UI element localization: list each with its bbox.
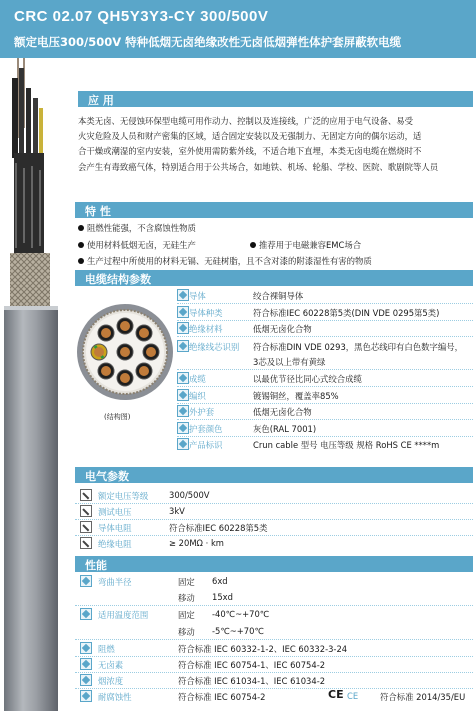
application-line: 火灾危险及人员和财产密集的区域，适合固定安装以及无强制力、无固定方向的偶尔运动，适	[78, 131, 422, 142]
row-value: ≥ 20MΩ · km	[169, 538, 224, 548]
row-value: 低烟无卤化合物	[253, 324, 312, 334]
row-value: -5℃~+70℃	[212, 626, 264, 636]
row-label: 护套颜色	[189, 424, 223, 434]
structure-heading: 电缆结构参数	[85, 273, 151, 286]
row-sub-label: 移动	[178, 627, 195, 637]
page-title: CRC 02.07 QH5Y3Y3-CY 300/500V	[14, 8, 269, 25]
row-label: 绝缘材料	[189, 324, 223, 334]
cable-image	[0, 58, 62, 711]
flame-retardant-icon	[80, 642, 92, 654]
features-heading: 特 性	[85, 205, 111, 218]
page-subtitle: 额定电压300/500V 特种低烟无卤绝缘改性无卤低烟弹性体护套屏蔽软电缆	[14, 35, 402, 49]
divider	[177, 403, 473, 404]
diagram-caption: (结构图)	[104, 413, 131, 421]
structure-heading-bar	[75, 270, 473, 286]
row-value: 符合标准 IEC 61034-1、IEC 61034-2	[178, 676, 326, 686]
application-heading: 应 用	[88, 94, 114, 107]
feature-item	[78, 255, 372, 267]
eu-standard: 符合标准 2014/35/EU	[380, 692, 466, 702]
divider	[177, 419, 473, 420]
row-value: Crun cable 型号 电压等级 规格 RoHS CE ****m	[253, 440, 440, 450]
divider	[177, 303, 473, 304]
bullet-icon	[78, 258, 84, 264]
feature-text: 推荐用于电磁兼容EMC场合	[259, 240, 362, 250]
feature-text: 使用材料低烟无卤，无硅生产	[87, 240, 196, 250]
row-label: 产品标识	[189, 440, 223, 450]
divider	[177, 320, 473, 321]
divider	[177, 436, 473, 437]
divider	[75, 605, 473, 606]
row-label: 编织	[189, 391, 206, 401]
performance-heading: 性能	[85, 559, 107, 572]
divider	[75, 672, 473, 673]
ce-label: CE	[347, 691, 359, 701]
row-sub-label: 移动	[178, 593, 195, 603]
row-value: 15xd	[212, 592, 233, 602]
row-label: 成缆	[189, 374, 206, 384]
divider	[177, 386, 473, 387]
electrical-heading-bar	[75, 467, 473, 483]
cross-section-diagram	[75, 296, 180, 408]
divider	[75, 639, 473, 640]
resistance-icon	[80, 521, 92, 533]
braid-icon	[177, 389, 189, 401]
insulation-icon	[177, 322, 189, 334]
row-value: 符合标准IEC 60228第5类	[169, 523, 268, 533]
application-line: 合干燥或潮湿的室内安装，室外使用需防紫外线，不适合地下直埋，本类无卤电缆在燃烧时不	[78, 146, 422, 157]
sheath-icon	[177, 405, 189, 417]
insulation-resistance-icon	[80, 537, 92, 549]
row-sub-label: 固定	[178, 577, 195, 587]
row-label: 导体电阻	[98, 523, 132, 533]
row-label: 耐腐蚀性	[98, 692, 132, 702]
performance-heading-bar	[75, 556, 473, 572]
conductor-class-icon	[177, 306, 189, 318]
row-value: 3芯及以上带有黄绿	[253, 357, 326, 367]
row-label: 测试电压	[98, 507, 132, 517]
smoke-density-icon	[80, 674, 92, 686]
divider	[75, 503, 473, 504]
application-line: 会产生有毒致癌气体，特别适合用于公共场合，如地铁、机场、轮船、学校、医院、歌剧院等人员	[78, 161, 439, 172]
application-heading-bar	[78, 91, 473, 107]
row-label: 阻燃	[98, 644, 115, 654]
cabling-icon	[177, 372, 189, 384]
core-id-icon	[177, 340, 189, 352]
row-value: 镀锡铜丝，覆盖率85%	[253, 391, 339, 401]
bend-radius-icon	[80, 575, 92, 587]
row-label: 适用温度范围	[98, 610, 149, 620]
feature-item	[78, 239, 196, 251]
marking-icon	[177, 438, 189, 450]
row-value: -40℃~+70℃	[212, 609, 270, 619]
row-label: 绝缘线芯识别	[189, 342, 240, 352]
row-value: 符合标准 IEC 60332-1-2、IEC 60332-3-24	[178, 644, 348, 654]
features-heading-bar	[75, 202, 473, 218]
feature-item	[250, 239, 361, 251]
row-label: 外护套	[189, 407, 215, 417]
row-label: 额定电压等级	[98, 491, 149, 501]
row-value: 300/500V	[169, 490, 210, 500]
divider	[177, 336, 473, 337]
electrical-heading: 电气参数	[85, 470, 129, 483]
application-text	[78, 114, 468, 175]
row-value: 符合标准 IEC 60754-1、IEC 60754-2	[178, 660, 326, 670]
bullet-icon	[78, 225, 84, 231]
corrosion-icon	[80, 690, 92, 702]
row-value: 符合标准DIN VDE 0293，黑色芯线印有白色数字编号，	[253, 342, 464, 352]
row-sub-label: 固定	[178, 610, 195, 620]
row-value: 低烟无卤化合物	[253, 407, 312, 417]
feature-item	[78, 222, 196, 234]
divider	[75, 688, 473, 689]
row-label: 烟浓度	[98, 676, 124, 686]
row-value: 以最优节径比同心式绞合成缆	[253, 374, 362, 384]
temperature-icon	[80, 608, 92, 620]
row-value: 6xd	[212, 576, 228, 586]
row-value: 3kV	[169, 506, 185, 516]
bullet-icon	[250, 242, 256, 248]
divider	[75, 519, 473, 520]
row-label: 导体种类	[189, 308, 223, 318]
row-label: 绝缘电阻	[98, 539, 132, 549]
conductor-icon	[177, 289, 189, 301]
header-banner	[0, 0, 476, 58]
row-value: 灰色(RAL 7001)	[253, 424, 317, 434]
row-value: 符合标准IEC 60228第5类(DIN VDE 0295第5类)	[253, 308, 440, 318]
row-value: 绞合裸铜导体	[253, 291, 304, 301]
feature-text: 生产过程中所使用的材料无镉、无硅树脂，且不含对漆的附漆湿性有害的物质	[87, 256, 372, 266]
bullet-icon	[78, 242, 84, 248]
divider	[75, 656, 473, 657]
row-value: 符合标准 IEC 60754-2	[178, 692, 266, 702]
divider	[75, 535, 473, 536]
ce-mark-icon: CE	[328, 688, 344, 701]
row-label: 无卤素	[98, 660, 124, 670]
feature-text: 阻燃性能强，不含腐蚀性物质	[87, 223, 196, 233]
row-label: 导体	[189, 291, 206, 301]
voltage-icon	[80, 489, 92, 501]
divider	[177, 369, 473, 370]
test-voltage-icon	[80, 505, 92, 517]
application-line: 本类无卤、无侵蚀环保型电缆可用作动力、控制以及连接线，广泛的应用于电气设备、易受	[78, 116, 413, 126]
sheath-color-icon	[177, 422, 189, 434]
row-label: 弯曲半径	[98, 577, 132, 587]
halogen-free-icon	[80, 658, 92, 670]
